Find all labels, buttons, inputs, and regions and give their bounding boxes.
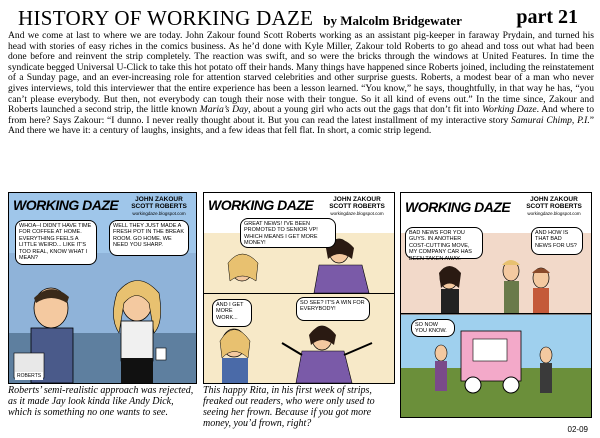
page-title [18, 6, 588, 30]
panel-1-bubble-left: WHOA--I DIDN'T HAVE TIME FOR COFFEE AT HOME. EVERYTHING FEELS A LITTLE WEIRD... LIKE IT'S TOO REAL, KNOW WHAT I MEAN? [15, 220, 97, 265]
credit-artist: SCOTT ROBERTS [526, 203, 582, 210]
panel-1-caption: Roberts’ semi-realistic approach was rejected, as it made Jay look kinda like Andy Dick, which is something no one wants to see. [8, 385, 194, 418]
panel-2-bubble-bottom-right: SO SEE? IT'S A WIN FOR EVERYBODY! [296, 297, 370, 321]
credit-writer: JOHN ZAKOUR [530, 196, 578, 203]
essay-p3: . And where to from here? Says Zakour: “I dunno. I never really thought about it. But you can read the latest installment of my interactive story [8, 104, 595, 126]
logo-working: WORKING [13, 197, 79, 213]
panel-1-credits [124, 196, 194, 217]
title-main: HISTORY OF WORKING DAZE [18, 6, 314, 30]
strip-date: 02-09 [567, 425, 588, 434]
title-byline: by Malcolm Bridgewater [323, 13, 462, 28]
credit-url: workingdaze.blogspot.com [132, 211, 186, 216]
panel-2-caption: This happy Rita, in his first week of strips, freaked out readers, who were only used to seeing her frown. Because if you got more money, you’d frown, right? [203, 385, 375, 429]
logo-daze: DAZE [474, 199, 511, 215]
panel-3-bubble-left: BAD NEWS FOR YOU GUYS. IN ANOTHER COST-CUTTING MOVE, MY COMPANY CAR HAS BEEN TAKEN AWAY. [405, 227, 483, 259]
panel-3-bubble-bottom: SO NOW YOU KNOW. [411, 319, 455, 337]
logo-working: WORKING [405, 199, 471, 215]
essay-p4: ” And there we have it: a century of laughs, insights, and a few ideas that fell flat. In short, a comic strip legend. [8, 114, 594, 137]
panel-1-corner-label: ROBERTS [17, 373, 42, 379]
panel-1-logo [13, 197, 118, 213]
credit-url: workingdaze.blogspot.com [527, 211, 581, 216]
comic-panel-3 [400, 192, 592, 418]
essay-strip3: Samurai Chimp, P.I. [511, 114, 590, 126]
essay-strip1: Maria’s Day [199, 104, 249, 116]
panel-3-bubble-right: AND HOW IS THAT BAD NEWS FOR US? [531, 227, 583, 255]
panel-1-bubble-right: WELL THEY JUST MADE A FRESH POT IN THE BREAK ROOM. GO HOME. WE NEED YOU SHARP. [109, 220, 189, 256]
panel-3-credits [519, 196, 589, 217]
panel-3-logo [405, 199, 510, 215]
logo-working: WORKING [208, 197, 274, 213]
credit-artist: SCOTT ROBERTS [131, 203, 187, 210]
credit-artist: SCOTT ROBERTS [329, 203, 385, 210]
panel-2-bubble-bottom-left: AND I GET MORE WORK... [212, 299, 252, 327]
logo-daze: DAZE [277, 197, 314, 213]
panel-2-logo [208, 197, 313, 213]
credit-writer: JOHN ZAKOUR [333, 196, 381, 203]
credit-url: workingdaze.blogspot.com [330, 211, 384, 216]
essay-strip2: Working Daze [482, 104, 537, 116]
comic-panel-2 [203, 192, 395, 384]
credit-writer: JOHN ZAKOUR [135, 196, 183, 203]
panel-2-credits [322, 196, 392, 217]
essay-text [8, 31, 594, 137]
essay-p1: And we come at last to where we are today. John Zakour found Scott Roberts working as an assistant pig-keeper in faraway Prydain, and turned his head with stories of easy riches in the comics business. As he’d done with Kyle Miller, Zakour told Roberts to go ahead and toss out what had been done before and reinvent the strip completely. The reaction was swift, and so were the bricks through the windows at United Features. In time the syndicate begged Universal U-Click to take this hot potato off their hands. Many things have happened since Roberts joined, including the reinstatement of a Sunday page, and an ever-increasing role for attention starved celebrities and other surprise guests. Roberts, a modest bear of a man who never gives interviews, told this interviewer that the entire experience has been a lesson learned. “You know,” he says, thoughtfully, in that way he has, “you can’t please everybody. But then, not everybody can tough their nose with their tongue. So it all kind of evens out.” In the time since, Zakour and Roberts launched a second strip, the little known [8, 30, 594, 116]
logo-daze: DAZE [82, 197, 119, 213]
title-part: part 21 [516, 6, 578, 28]
essay-p2: , about a young girl who acts out the gags that don’t fit into [248, 104, 480, 116]
comic-panel-1 [8, 192, 197, 384]
panel-2-bubble-top: GREAT NEWS! I'VE BEEN PROMOTED TO SENIOR VP! WHICH MEANS I GET MORE MONEY! [240, 218, 336, 248]
